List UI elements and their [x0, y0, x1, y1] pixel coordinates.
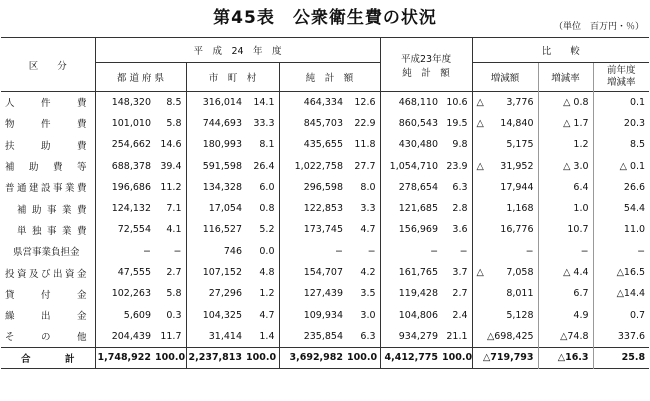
header-category: 区 分: [1, 38, 95, 92]
cell-prev-rate: 0.7: [593, 304, 649, 325]
cell-net-pct: 6.3: [360, 330, 376, 342]
cell-prev-rate: 0.1: [593, 92, 649, 113]
cell-rate: −: [538, 241, 593, 262]
cell-pref: 5,609: [95, 304, 155, 325]
cell-net: 296,598: [279, 177, 347, 198]
row-label: 普通建設事業費: [5, 183, 87, 195]
cell-muni-pct: 33.3: [253, 117, 275, 129]
cell-muni-pct: 1.4: [259, 330, 275, 342]
cell-pref: 102,263: [95, 283, 155, 304]
cell-pref-pct: 11.7: [160, 330, 182, 342]
diff-value: 3,776: [506, 96, 534, 108]
cell-prev-rate: 54.4: [593, 198, 649, 219]
row-label: その他: [5, 332, 87, 344]
cell-pref-pct: 11.2: [160, 181, 182, 193]
cell-net-pct: 12.6: [354, 96, 376, 108]
cell-net: 3,692,982: [279, 347, 347, 368]
table-row: [1, 262, 649, 283]
cell-net: 122,853: [279, 198, 347, 219]
cell-diff: [472, 155, 538, 176]
cell-pref-pct: −: [173, 245, 182, 257]
row-label: 合計: [1, 347, 95, 368]
header-prev-rate: [593, 63, 649, 92]
row-label: 投資及び出資金: [5, 268, 87, 280]
cell-pref: 688,378: [95, 155, 155, 176]
cell-prev-rate: 337.6: [593, 326, 649, 347]
cell-rate: 6.7: [538, 283, 593, 304]
cell-muni-pct: 5.2: [259, 224, 275, 236]
cell-diff: [472, 326, 538, 347]
cell-pref: 1,748,922: [95, 347, 155, 368]
cell-diff: [472, 92, 538, 113]
negative-sign: △: [476, 117, 484, 129]
cell-net: 154,707: [279, 262, 347, 283]
cell-rate: 10.7: [538, 219, 593, 240]
cell-diff: [472, 219, 538, 240]
table-row: [1, 155, 649, 176]
cell-pref: 204,439: [95, 326, 155, 347]
cell-muni: 31,414: [186, 326, 246, 347]
cell-diff: [472, 113, 538, 134]
negative-sign: △: [476, 96, 484, 108]
cell-prev-rate: 8.5: [593, 134, 649, 155]
cell-prev-pct: 10.6: [446, 96, 468, 108]
cell-pref: 101,010: [95, 113, 155, 134]
header-fy23: [380, 38, 472, 92]
table-row: [1, 241, 649, 262]
cell-net-pct: 22.9: [354, 117, 376, 129]
cell-muni-pct: 4.8: [259, 267, 275, 279]
cell-muni: 116,527: [186, 219, 246, 240]
cell-rate: △ 4.4: [538, 262, 593, 283]
cell-net-pct: 27.7: [354, 160, 376, 172]
header-prev-rate-1: 前年度: [607, 65, 636, 76]
cell-prev: 161,765: [380, 262, 442, 283]
cell-net: 109,934: [279, 304, 347, 325]
cell-muni: 27,296: [186, 283, 246, 304]
cell-pref-pct: 0.3: [166, 309, 182, 321]
cell-pref: −: [95, 241, 155, 262]
cell-net: 235,854: [279, 326, 347, 347]
cell-pref-pct: 39.4: [160, 160, 182, 172]
cell-muni: 17,054: [186, 198, 246, 219]
cell-diff: [472, 177, 538, 198]
cell-muni: 180,993: [186, 134, 246, 155]
table-row: [1, 304, 649, 325]
cell-prev-pct: 3.6: [452, 224, 468, 236]
cell-prev-rate: 25.8: [593, 347, 649, 368]
cell-prev-pct: 2.4: [452, 309, 468, 321]
cell-prev: 278,654: [380, 177, 442, 198]
table-row: [1, 113, 649, 134]
cell-net: 127,439: [279, 283, 347, 304]
cell-muni-pct: 26.4: [253, 160, 275, 172]
cell-rate: 1.0: [538, 198, 593, 219]
row-label: 物件費: [5, 119, 87, 131]
cell-pref: 196,686: [95, 177, 155, 198]
cell-muni-pct: 8.1: [259, 139, 275, 151]
cell-muni-pct: 0.8: [259, 203, 275, 215]
cell-rate: 4.9: [538, 304, 593, 325]
negative-sign: △: [476, 267, 484, 279]
cell-prev: 934,279: [380, 326, 442, 347]
cell-rate: 6.4: [538, 177, 593, 198]
cell-prev-pct: 23.9: [446, 160, 468, 172]
table-row: [1, 198, 649, 219]
cell-muni: 107,152: [186, 262, 246, 283]
public-health-expense-table: [1, 37, 649, 369]
cell-muni: 744,693: [186, 113, 246, 134]
diff-value: 5,128: [506, 309, 534, 321]
cell-diff: [472, 262, 538, 283]
cell-prev-rate: 20.3: [593, 113, 649, 134]
cell-pref-pct: 2.7: [166, 267, 182, 279]
cell-rate: △74.8: [538, 326, 593, 347]
cell-net-pct: 3.3: [360, 203, 376, 215]
cell-pref-pct: 5.8: [166, 288, 182, 300]
header-diff: 増減額: [472, 63, 538, 92]
cell-net: 1,022,758: [279, 155, 347, 176]
cell-pref-pct: 100.0: [155, 347, 186, 368]
cell-prev: 156,969: [380, 219, 442, 240]
cell-prev-pct: 2.8: [452, 203, 468, 215]
negative-sign: △: [476, 160, 484, 172]
header-municipality: 市 町 村: [186, 63, 279, 92]
cell-prev-rate: △ 0.1: [593, 155, 649, 176]
cell-muni: 104,325: [186, 304, 246, 325]
table-row: [1, 134, 649, 155]
cell-pref: 124,132: [95, 198, 155, 219]
row-label: 繰出金: [5, 311, 87, 323]
table-row: [1, 219, 649, 240]
cell-net-pct: 11.8: [354, 139, 376, 151]
cell-muni: 316,014: [186, 92, 246, 113]
cell-net-pct: 100.0: [347, 347, 380, 368]
cell-net-pct: 3.5: [360, 288, 376, 300]
cell-prev-pct: 9.8: [452, 139, 468, 151]
cell-prev-rate: 11.0: [593, 219, 649, 240]
table-row: [1, 92, 649, 113]
cell-diff: [472, 241, 538, 262]
header-net-total: 純 計 額: [279, 63, 380, 92]
cell-pref: 72,554: [95, 219, 155, 240]
cell-muni-pct: 14.1: [253, 96, 275, 108]
diff-value: 31,952: [500, 160, 534, 172]
cell-prev-rate: −: [593, 241, 649, 262]
cell-muni-pct: 4.7: [259, 309, 275, 321]
cell-prev: 430,480: [380, 134, 442, 155]
cell-net-pct: −: [367, 245, 376, 257]
cell-prev-pct: 100.0: [442, 347, 472, 368]
cell-net-pct: 3.0: [360, 309, 376, 321]
cell-rate: △ 0.8: [538, 92, 593, 113]
cell-prev: 121,685: [380, 198, 442, 219]
row-label: 人件費: [5, 98, 87, 110]
cell-pref: 254,662: [95, 134, 155, 155]
cell-prev: 4,412,775: [380, 347, 442, 368]
cell-net-pct: 4.7: [360, 224, 376, 236]
cell-pref-pct: 8.5: [166, 96, 182, 108]
row-label: 補助事業費: [17, 204, 87, 216]
cell-prev-rate: 26.6: [593, 177, 649, 198]
header-rate: 増減率: [538, 63, 593, 92]
table-row: [1, 283, 649, 304]
cell-rate: △ 1.7: [538, 113, 593, 134]
cell-pref-pct: 7.1: [166, 203, 182, 215]
row-label: 貸付金: [5, 289, 87, 301]
cell-pref-pct: 5.8: [166, 117, 182, 129]
header-compare: 比 較: [472, 38, 649, 63]
cell-prev-pct: −: [459, 245, 468, 257]
table-title: 第45表 公衆衛生費の状況: [213, 8, 437, 28]
row-label: 補助費等: [5, 162, 87, 174]
diff-value: −: [525, 245, 534, 257]
header-fy23-sub: 純 計 額: [402, 67, 450, 79]
cell-prev-pct: 2.7: [452, 288, 468, 300]
header-prev-rate-2: 増減率: [607, 77, 636, 88]
cell-net-pct: 8.0: [360, 181, 376, 193]
cell-net: 845,703: [279, 113, 347, 134]
diff-value: 7,058: [506, 267, 534, 279]
cell-muni-pct: 6.0: [259, 181, 275, 193]
cell-prev: 860,543: [380, 113, 442, 134]
diff-value: 8,011: [506, 288, 534, 300]
cell-prev: −: [380, 241, 442, 262]
cell-pref-pct: 4.1: [166, 224, 182, 236]
cell-prev-rate: △16.5: [593, 262, 649, 283]
header-fy23-label: 平成23年度: [400, 53, 452, 65]
cell-rate: △ 3.0: [538, 155, 593, 176]
row-label: 単独事業費: [17, 225, 87, 237]
cell-prev-pct: 21.1: [446, 330, 468, 342]
cell-muni-pct: 0.0: [259, 245, 275, 257]
cell-pref: 148,320: [95, 92, 155, 113]
cell-prev-pct: 19.5: [446, 117, 468, 129]
cell-net: −: [279, 241, 347, 262]
cell-prev-rate: △14.4: [593, 283, 649, 304]
cell-diff: [472, 304, 538, 325]
table-row: [1, 326, 649, 347]
cell-rate: 1.2: [538, 134, 593, 155]
cell-prev: 468,110: [380, 92, 442, 113]
cell-muni: 591,598: [186, 155, 246, 176]
cell-prev-pct: 6.3: [452, 181, 468, 193]
row-label: 県営事業負担金: [13, 247, 80, 259]
cell-prev: 1,054,710: [380, 155, 442, 176]
table-row: [1, 177, 649, 198]
diff-value: △698,425: [486, 330, 534, 342]
cell-muni: 746: [186, 241, 246, 262]
row-label: 扶助費: [5, 140, 87, 152]
diff-value: 1,168: [506, 203, 534, 215]
cell-net-pct: 4.2: [360, 267, 376, 279]
cell-prev: 119,428: [380, 283, 442, 304]
cell-muni-pct: 1.2: [259, 288, 275, 300]
diff-value: 17,944: [500, 181, 534, 193]
cell-diff: [472, 283, 538, 304]
cell-diff: [472, 134, 538, 155]
diff-value: 16,776: [500, 224, 534, 236]
diff-value: 14,840: [500, 117, 534, 129]
cell-prev: 104,806: [380, 304, 442, 325]
total-row: [1, 347, 649, 368]
cell-muni: 134,328: [186, 177, 246, 198]
diff-value: △719,793: [482, 352, 534, 364]
header-prefecture: 都 道 府 県: [95, 63, 186, 92]
cell-muni: 2,237,813: [186, 347, 246, 368]
diff-value: 5,175: [506, 139, 534, 151]
cell-pref: 47,555: [95, 262, 155, 283]
cell-net: 435,655: [279, 134, 347, 155]
cell-diff: [472, 198, 538, 219]
cell-diff: [472, 347, 538, 368]
cell-rate: △16.3: [538, 347, 593, 368]
header-fy24: 平 成 24 年 度: [95, 38, 380, 63]
unit-note: （単位 百万円・％）: [553, 22, 644, 32]
cell-muni-pct: 100.0: [246, 347, 279, 368]
cell-pref-pct: 14.6: [160, 139, 182, 151]
cell-net: 464,334: [279, 92, 347, 113]
cell-net: 173,745: [279, 219, 347, 240]
cell-prev-pct: 3.7: [452, 267, 468, 279]
